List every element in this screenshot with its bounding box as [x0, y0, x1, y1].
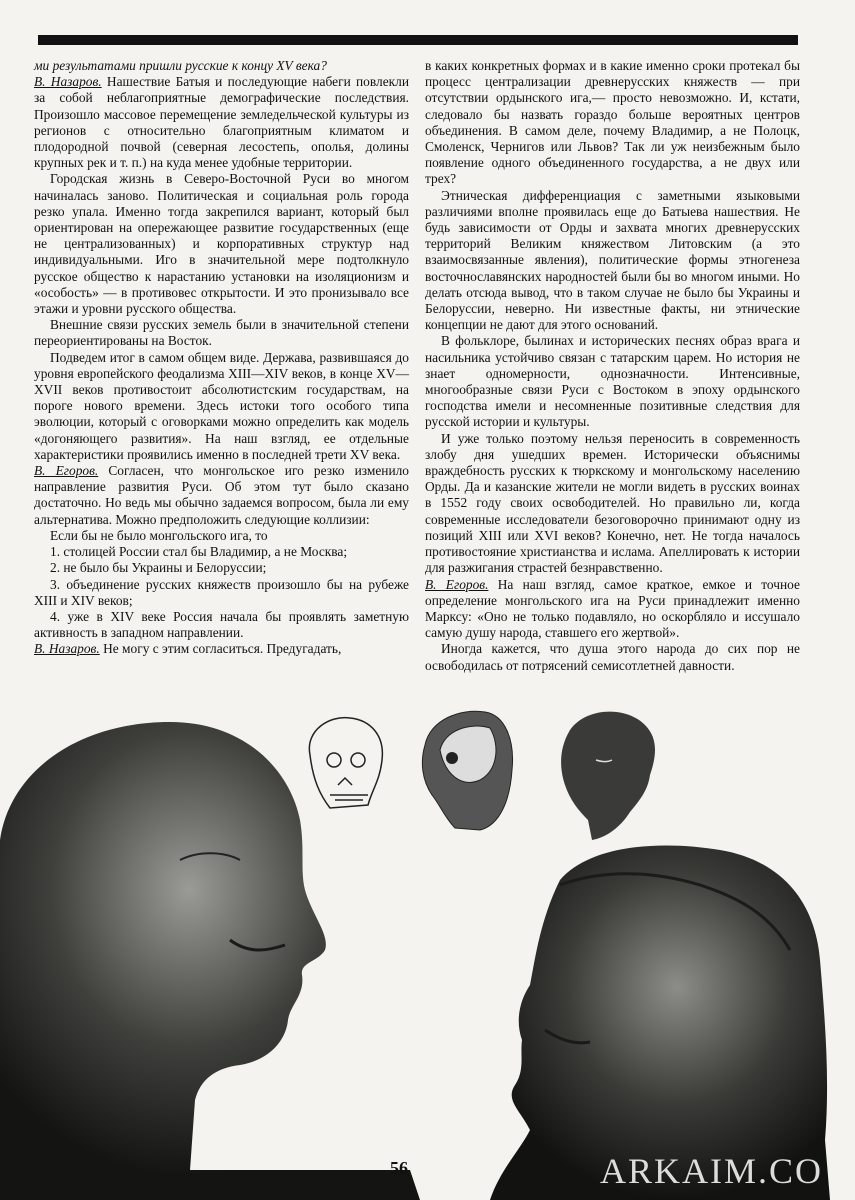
paragraph-5	[34, 463, 409, 528]
watermark: ARKAIM.CO	[600, 1151, 824, 1191]
list-item: 3. объединение русских княжеств произошло бы на рубеже XIII и XIV веков;	[34, 576, 409, 608]
paragraph-4: Подведем итог в самом общем виде. Держава, развившаяся до уровня европейского феодализма XIII—XIV веков, в конце XV—XVII веков противостоит абсолютистским государствам, на пороге нового времени. Здесь истоки того особого типа эволюции, который с оговорками можно определить как модель «догоняющего развития». На наш взгляд, ее отдельные характеристики проявились именно в последней трети XV века.	[34, 349, 409, 462]
paragraph-7	[34, 641, 409, 657]
paragraph-text: Согласен, что монгольское иго резко изменило направление развития Руси. Об этом тут было сказано достаточно. Но ведь мы обычно задаемся вопросом, была ли ему альтернатива. Можно предположить следующие коллизии:	[34, 463, 409, 527]
speaker-nazarov: В. Назаров.	[34, 74, 102, 90]
speaker-nazarov: В. Назаров.	[34, 641, 100, 657]
list-item: 1. столицей России стал бы Владимир, а не Москва;	[50, 544, 348, 560]
reconstruction-photos	[0, 700, 855, 1200]
right-head-bust	[490, 845, 830, 1200]
paragraph-2: Этническая дифференциация с заметными языковыми различиями вполне проявилась еще до Батыева нашествия. Не будь зависимости от Орды и захвата многих древнерусских территорий Великим княжеством Литовским (а это взаимосвязанные явления), политические формы этногенеза восточнославянских народностей были бы во многом иными. Но делать отсюда вывод, что в таком случае не было бы Украины и Белоруссии, неверно. Ни известные факты, ни этнические концепции не дают для этого оснований.	[425, 187, 800, 333]
paragraph-3: В фольклоре, былинах и исторических песнях образ врага и насильника устойчиво связан с татарским царем. Но история не знает одномерности, однозначности. Интенсивные, многообразные связи Руси с Востоком в эпоху ордынского господства имели и несомненные позитивные следствия для русской истории и культуры.	[425, 333, 800, 430]
skull-drawing	[309, 718, 382, 808]
paragraph-text: Нашествие Батыя и последующие набеги повлекли за собой неблагоприятные демографические последствия. Произошло массовое перемещение земледельческой культуры из регионов с относительно благоприятным климатом и плодородной почвой (северная лесостепь, ополья, долины крупных рек и т. п.) на куда менее удобные территории.	[34, 74, 409, 171]
speaker-egorov: В. Егоров.	[425, 576, 489, 592]
paragraph-text: На наш взгляд, самое краткое, емкое и точное определение монгольского ига на Руси принадлежит именно Марксу: «Оно не только подавляло, но оскорбляло и иссушало самую душу народа, ставшего его жертвой».	[425, 576, 800, 641]
paragraph-3: Внешние связи русских земель были в значительной степени переориентированы на Восток.	[34, 317, 409, 349]
profile-sketch-drawing	[561, 712, 655, 840]
list-item: 4. уже в XIV веке Россия начала бы проявлять заметную активность в западном направлении.	[34, 608, 409, 641]
paragraph-6: Иногда кажется, что душа этого народа до сих пор не освободилась от потрясений семисотлетней давности.	[425, 641, 800, 673]
paragraph-2: Городская жизнь в Северо-Восточной Руси во многом начиналась заново. Политическая и социальная роль города резко упала. Именно тогда закрепился вариант, который был ориентирован на опережающее развитие государственных (еще не централизованных) и корпоративных структур над индивидуальными. Иго в значительной мере подтолкнуло русское общество к нарастанию установки на изоляционизм и «особость» — в противовес открытости. И это пронизывало все этажи и уровни русского общества.	[34, 171, 409, 317]
paragraph-6: Если бы не было монгольского ига, то	[50, 527, 268, 543]
speaker-egorov: В. Егоров.	[34, 463, 99, 479]
paragraph-1: в каких конкретных формах и в какие именно сроки протекал бы процесс централизации древнерусских княжеств — при отсутствии ордынского ига,— просто невозможно. И, кстати, следовало бы назвать гораздо больше вероятных центров объединения. В самом деле, почему Владимир, а не Полоцк, Смоленск, Чернигов или Львов? Так ли уж неизбежным было появление одного объединенного государства, а не двух или трех?	[425, 58, 800, 187]
paragraph-1	[34, 74, 409, 171]
left-head-bust	[0, 722, 420, 1200]
paragraph-text: Не могу с этим согласиться. Предугадать,	[99, 641, 342, 657]
paragraph-4: И уже только поэтому нельзя переносить в современность злобу дня ушедших времен. Исторически объяснимы враждебность русских к тюркскому и монгольскому населению Орды. Да и казанские жители не могли видеть в русских воинах в 1552 году своих освободителей. Но правильно ли, когда современные исследователи безоговорочно принимают одну из позиций XIII или XVI веков? Конечно, нет. Не тогда началось противостояние христианства и ислама. Апеллировать к истории для разжигания страстей безнравственно.	[425, 430, 800, 576]
paragraph-5	[425, 577, 800, 642]
right-column	[425, 58, 800, 674]
lead-line: ми результатами пришли русские к концу XV века?	[34, 58, 327, 73]
top-rule	[38, 35, 798, 45]
left-column	[34, 58, 409, 658]
muscle-reconstruction-drawing	[422, 711, 512, 830]
page-number: 56	[390, 1158, 408, 1178]
list-item: 2. не было бы Украины и Белоруссии;	[50, 560, 267, 576]
